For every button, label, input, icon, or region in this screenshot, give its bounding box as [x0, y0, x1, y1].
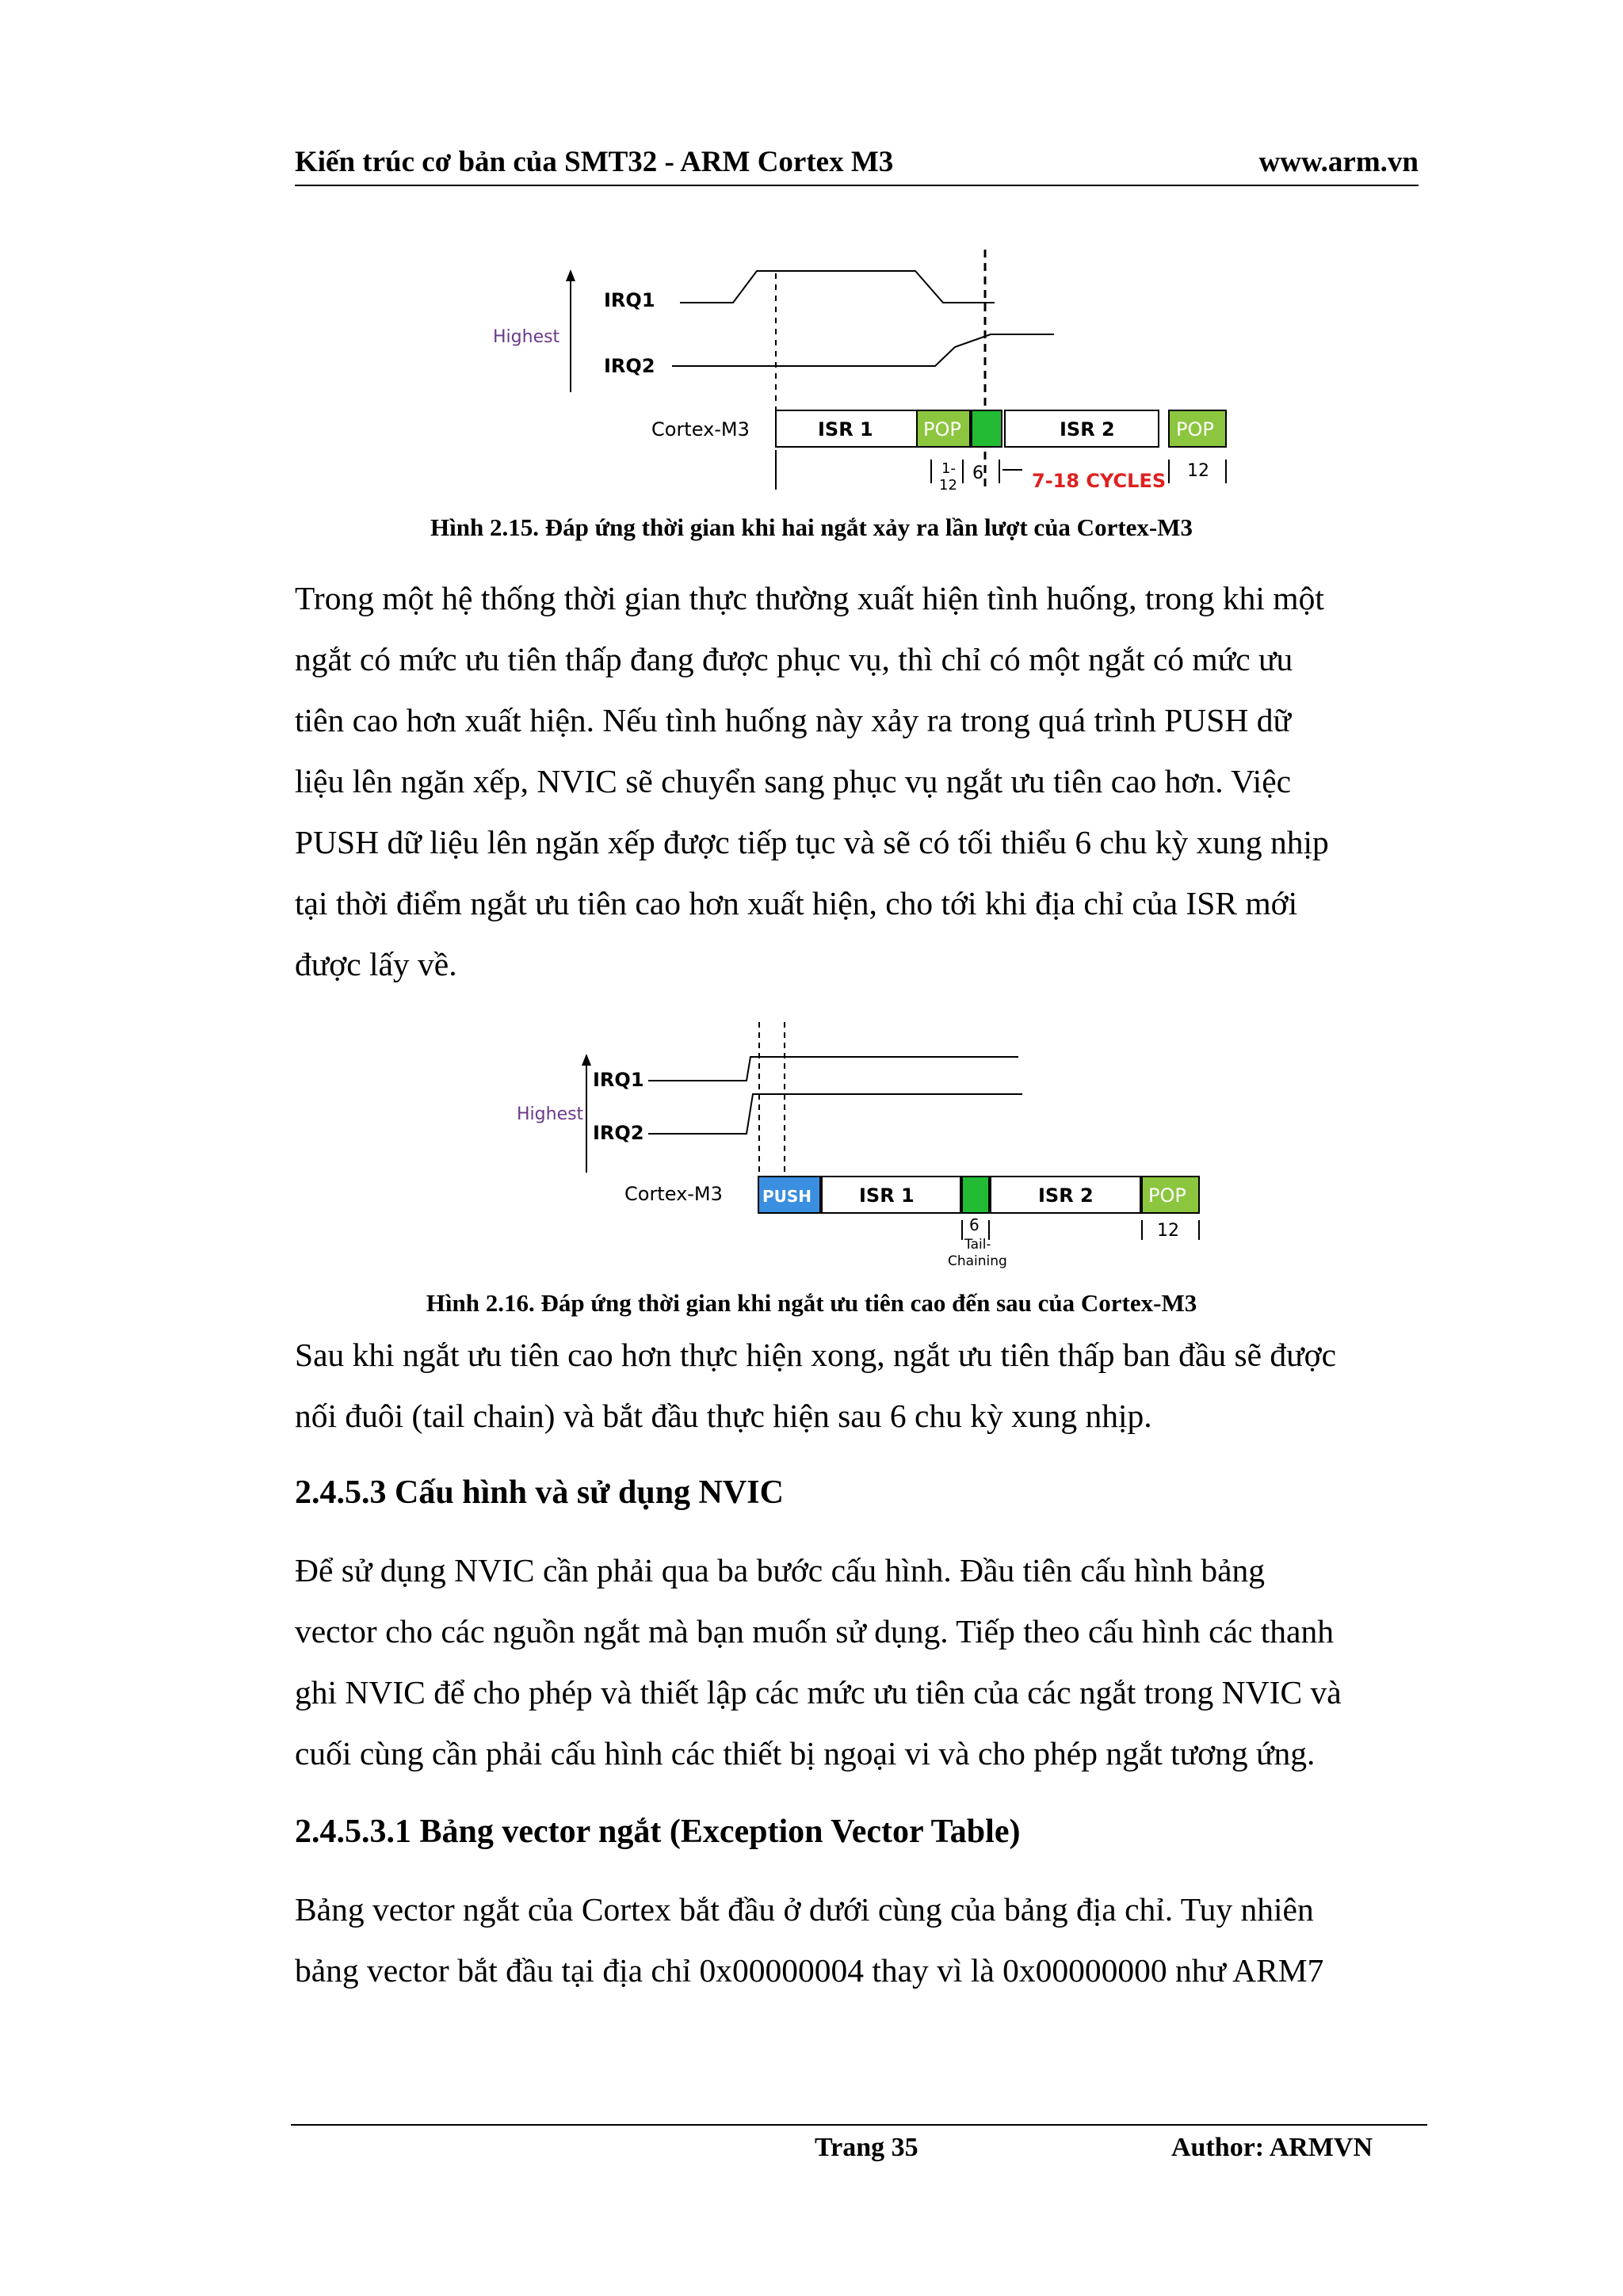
timing-12: 12 — [1187, 461, 1209, 481]
pop-box: POP — [1148, 1184, 1186, 1207]
figure-2-15-timing-diagram — [475, 246, 1268, 499]
paragraph-line: Trong một hệ thống thời gian thực thường xuất hiện tình huống, trong khi một — [295, 580, 1324, 616]
isr1-box: ISR 1 — [859, 1184, 915, 1207]
paragraph-line: PUSH dữ liệu lên ngăn xếp được tiếp tục và sẽ có tối thiểu 6 chu kỳ xung nhịp — [295, 824, 1329, 860]
timing-12: 12 — [1157, 1221, 1179, 1241]
pop2-box: POP — [1176, 418, 1214, 441]
footer-author: Author: ARMVN — [1171, 2133, 1373, 2162]
paragraph-line: tiên cao hơn xuất hiện. Nếu tình huống này xảy ra trong quá trình PUSH dữ — [295, 702, 1291, 738]
paragraph-2 — [295, 1325, 1424, 1447]
irq2-label: IRQ2 — [593, 1122, 644, 1144]
tail-chaining-2: Chaining — [948, 1253, 1007, 1269]
irq2-label: IRQ2 — [604, 355, 655, 377]
paragraph-line: Bảng vector ngắt của Cortex bắt đầu ở dưới cùng của bảng địa chỉ. Tuy nhiên — [295, 1891, 1314, 1928]
subsection-heading: 2.4.5.3.1 Bảng vector ngắt (Exception Vector Table) — [295, 1814, 1021, 1850]
irq1-label: IRQ1 — [604, 289, 655, 311]
figure-2-16-caption: Hình 2.16. Đáp ứng thời gian khi ngắt ưu tiên cao đến sau của Cortex-M3 — [426, 1289, 1197, 1317]
paragraph-line: Để sử dụng NVIC cần phải qua ba bước cấu hình. Đầu tiên cấu hình bảng — [295, 1552, 1265, 1589]
paragraph-line: vector cho các nguồn ngắt mà bạn muốn sử dụng. Tiếp theo cấu hình các thanh — [295, 1613, 1334, 1650]
header-website: www.arm.vn — [1258, 146, 1419, 178]
paragraph-line: cuối cùng cần phải cấu hình các thiết bị ngoại vi và cho phép ngắt tương ứng. — [295, 1735, 1316, 1772]
timing-6: 6 — [969, 1215, 980, 1234]
paragraph-line: ghi NVIC để cho phép và thiết lập các mức ưu tiên của các ngắt trong NVIC và — [295, 1674, 1342, 1711]
paragraph-line: nối đuôi (tail chain) và bắt đầu thực hiện sau 6 chu kỳ xung nhịp. — [295, 1398, 1152, 1434]
timing-cycles: 7-18 CYCLES — [1032, 470, 1167, 492]
push-box: PUSH — [762, 1187, 812, 1206]
header-title: Kiến trúc cơ bản của SMT32 - ARM Cortex M3 — [295, 146, 894, 178]
section-heading: 2.4.5.3 Cấu hình và sử dụng NVIC — [295, 1474, 784, 1511]
paragraph-4 — [295, 1879, 1424, 2001]
footer-divider — [291, 2124, 1427, 2126]
paragraph-line: Sau khi ngắt ưu tiên cao hơn thực hiện xong, ngắt ưu tiên thấp ban đầu sẽ được — [295, 1337, 1337, 1373]
timing-6: 6 — [972, 463, 983, 483]
figure-2-15-caption: Hình 2.15. Đáp ứng thời gian khi hai ngắt xảy ra lần lượt của Cortex-M3 — [430, 513, 1193, 541]
core-label: Cortex-M3 — [651, 418, 750, 441]
figure-2-16-timing-diagram — [507, 1018, 1236, 1280]
highest-label: Highest — [493, 327, 560, 347]
highest-label: Highest — [517, 1104, 584, 1124]
tail-chaining-1: Tail- — [964, 1237, 991, 1253]
pop1-box: POP — [923, 418, 961, 441]
timing-1-12-top: 1- — [941, 460, 956, 477]
irq1-label: IRQ1 — [593, 1069, 644, 1091]
paragraph-3 — [295, 1540, 1424, 1784]
paragraph-line: ngắt có mức ưu tiên thấp đang được phục vụ, thì chỉ có một ngắt có mức ưu — [295, 641, 1293, 677]
core-label: Cortex-M3 — [624, 1183, 723, 1205]
isr2-box: ISR 2 — [1038, 1184, 1094, 1207]
isr1-box: ISR 1 — [818, 418, 873, 441]
page-number: Trang 35 — [815, 2133, 918, 2162]
page-header — [295, 145, 1419, 186]
paragraph-line: liệu lên ngăn xếp, NVIC sẽ chuyển sang phục vụ ngắt ưu tiên cao hơn. Việc — [295, 763, 1292, 799]
timing-1-12-bottom: 12 — [939, 477, 957, 494]
paragraph-line: bảng vector bắt đầu tại địa chỉ 0x00000004 thay vì là 0x00000000 như ARM7 — [295, 1952, 1324, 1989]
paragraph-line: tại thời điểm ngắt ưu tiên cao hơn xuất hiện, cho tới khi địa chỉ của ISR mới — [295, 885, 1298, 921]
paragraph-1 — [295, 568, 1424, 995]
isr2-box: ISR 2 — [1060, 418, 1115, 441]
paragraph-line: được lấy về. — [295, 946, 457, 982]
